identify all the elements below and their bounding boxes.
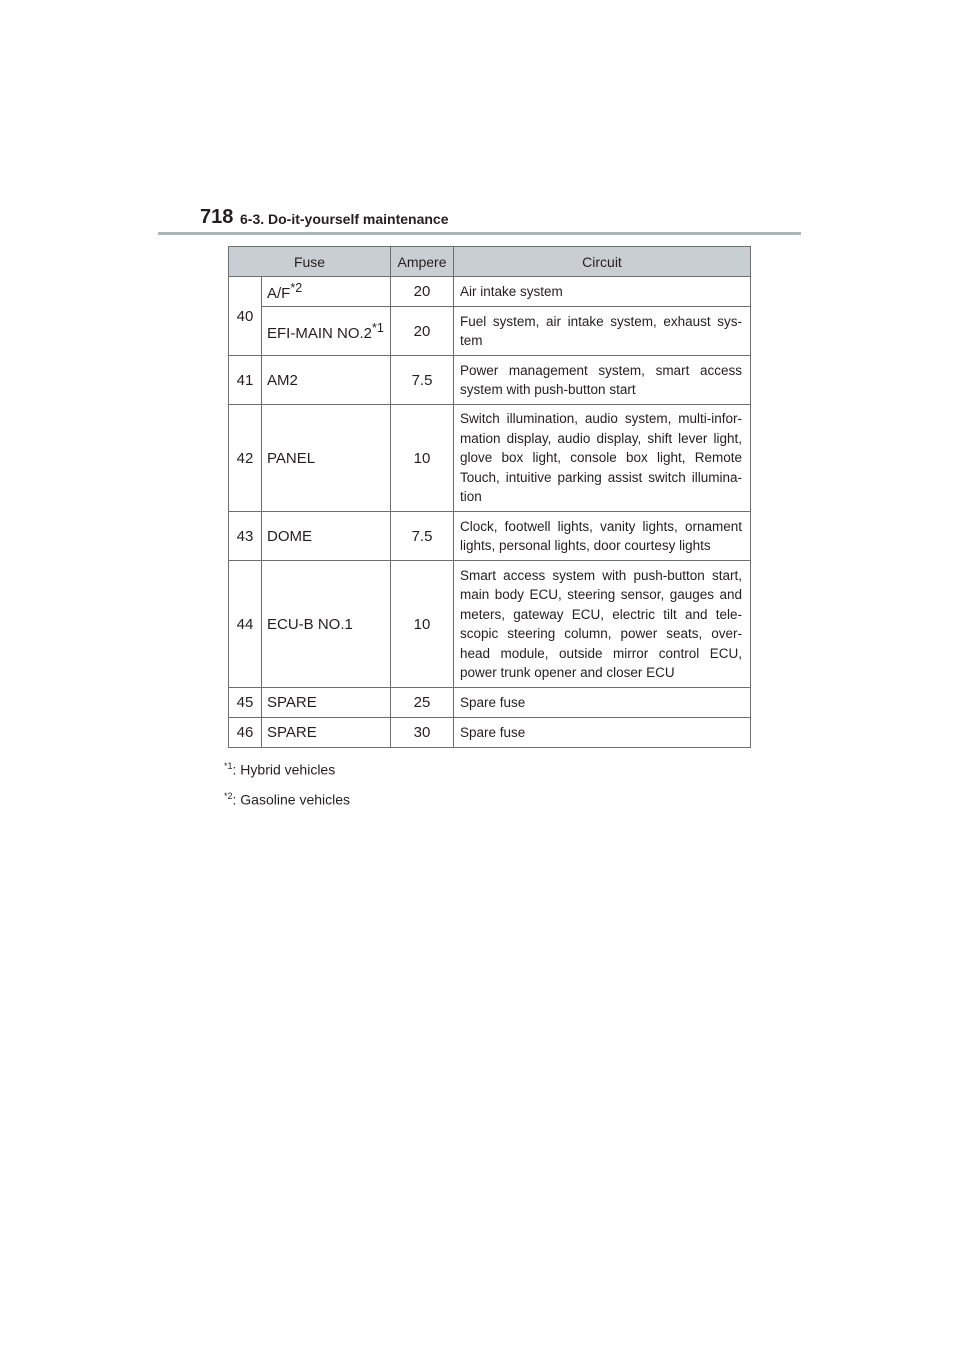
- fuse-number: 46: [229, 718, 262, 748]
- footnotes: [224, 756, 350, 816]
- fuse-number: 41: [229, 356, 262, 405]
- fuse-number: 40: [229, 277, 262, 356]
- footnote-mark: *1: [224, 761, 233, 771]
- fuse-number: 44: [229, 561, 262, 688]
- fuse-name: SPARE: [262, 718, 391, 748]
- table-row: [229, 688, 751, 718]
- fuse-number: 43: [229, 512, 262, 561]
- table-row: [229, 512, 751, 561]
- table-row: [229, 405, 751, 512]
- fuse-ampere: 30: [391, 718, 454, 748]
- column-header-ampere: Ampere: [391, 247, 454, 277]
- fuse-circuit: Power management system, smart access system with push-button start: [454, 356, 751, 405]
- footnote-text: : Hybrid vehicles: [232, 761, 336, 778]
- fuse-name: PANEL: [262, 405, 391, 512]
- footnote-marker: *2: [290, 281, 303, 295]
- table-row: [229, 561, 751, 688]
- fuse-ampere: 25: [391, 688, 454, 718]
- fuse-table: [228, 246, 751, 748]
- footnote-marker: *1: [372, 320, 384, 335]
- fuse-ampere: 7.5: [391, 512, 454, 561]
- table-row: [229, 307, 751, 356]
- fuse-circuit: Clock, footwell lights, vanity lights, ornament lights, personal lights, door courtesy lights: [454, 512, 751, 561]
- fuse-ampere: 7.5: [391, 356, 454, 405]
- fuse-ampere: 10: [391, 561, 454, 688]
- fuse-ampere: 20: [391, 307, 454, 356]
- footnote: [224, 756, 350, 786]
- column-header-circuit: Circuit: [454, 247, 751, 277]
- column-header-fuse: Fuse: [229, 247, 391, 277]
- fuse-circuit: Switch illumination, audio system, multi-infor-mation display, audio display, shift lever light, glove box light, console box light, Remote Touch, intuitive parking assist switch illumina-tion: [454, 405, 751, 512]
- fuse-circuit: Spare fuse: [454, 718, 751, 748]
- fuse-ampere: 20: [391, 277, 454, 307]
- fuse-name: AM2: [262, 356, 391, 405]
- table-row: [229, 277, 751, 307]
- fuse-name-text: EFI-MAIN NO.2: [267, 324, 373, 342]
- section-title: 6-3. Do-it-yourself maintenance: [240, 211, 449, 227]
- fuse-circuit: Smart access system with push-button start, main body ECU, steering sensor, gauges and meters, gateway ECU, electric tilt and tele-scopic steering column, power seats, over-head module, outside mirror control ECU, power trunk opener and closer ECU: [454, 561, 751, 688]
- fuse-name: SPARE: [262, 688, 391, 718]
- fuse-number: 42: [229, 405, 262, 512]
- fuse-name-text: A/F: [267, 285, 291, 302]
- footnote-mark: *2: [224, 791, 233, 801]
- table-row: [229, 718, 751, 748]
- fuse-ampere: 10: [391, 405, 454, 512]
- footnote: [224, 786, 350, 816]
- fuse-circuit: Fuel system, air intake system, exhaust sys-tem: [454, 307, 751, 356]
- fuse-name: ECU-B NO.1: [262, 561, 391, 688]
- page-number: 718: [200, 206, 234, 228]
- table-row: [229, 356, 751, 405]
- fuse-circuit: Spare fuse: [454, 688, 751, 718]
- header-rule: [158, 232, 801, 235]
- fuse-circuit: Air intake system: [454, 277, 751, 307]
- fuse-name: [262, 307, 391, 356]
- fuse-number: 45: [229, 688, 262, 718]
- table-header-row: [229, 247, 751, 277]
- fuse-name: [262, 277, 391, 307]
- fuse-name: DOME: [262, 512, 391, 561]
- footnote-text: : Gasoline vehicles: [232, 791, 351, 808]
